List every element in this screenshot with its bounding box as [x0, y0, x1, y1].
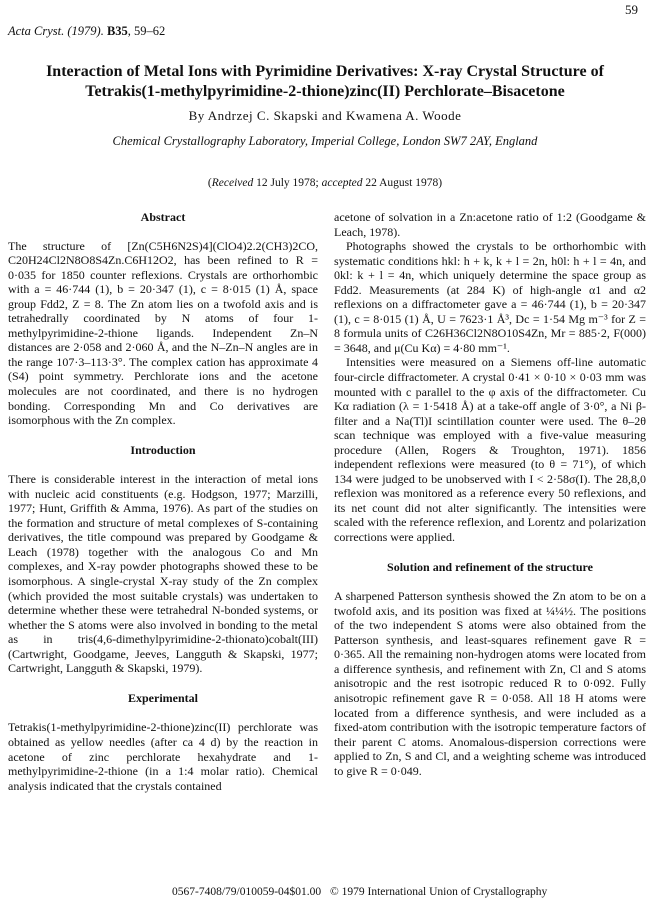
experimental-para-2: Photographs showed the crystals to be orthorhombic with systematic conditions hkl: h + k, k + l = 2n, h0l: h + l = 4n, and 0kl: k + l = 4n, which uniquely determine the space group as Fdd2. Measurements (at 284 K) of high-angle α1 and α2 reflexions on a diffractometer gave a = 46·744 (1), b = 20·347 (1), c = 8·015 (1) Å, U = 7623·1 Å³, Dc = 1·54 Mg m⁻³ for Z = 8 formula units of C26H36Cl2N8O10S4Zn, Mr = 885·2, F(000) = 3648, and μ(Cu Kα) = 4·80 mm⁻¹.	[334, 239, 646, 355]
journal-name: Acta Cryst.	[8, 24, 65, 38]
title-line-2: Tetrakis(1-methylpyrimidine-2-thione)zinc(II) Perchlorate–Bisacetone	[85, 83, 565, 100]
citation-volume: B35	[106, 24, 128, 38]
received-dates	[0, 177, 650, 189]
article-title	[10, 62, 640, 102]
abstract-heading: Abstract	[140, 210, 186, 224]
introduction-heading: Introduction	[130, 442, 196, 457]
right-column	[334, 210, 646, 778]
copyright: © 1979 International Union of Crystallography	[330, 886, 548, 898]
citation-year: (1979).	[67, 24, 104, 38]
introduction-text: There is considerable interest in the interaction of metal ions with nucleic acid constituents (e.g. Hodgson, 1977; Marzilli, 1977; Hunt, Griffith & Amma, 1976). As part of the studies on the formation and structure of metal complexes of S-containing derivatives, the title compound was prepared by Goodgame & Leach (1978) together with the analogous Co and Mn complexes, and X-ray powder photographs showed these to be isomorphous. A single-crystal X-ray study of the Zn complex (which provided the most suitable crystals) was undertaken to determine whether these were tetrahedral N-bonded systems, or whether the S atoms were also involved in bonding to the metal as in tris(4,6-dimethylpyrimidine-2-thionato)cobalt(III) (Cartwright, Goodgame, Jeeves, Langguth & Skapski, 1977; Cartwright, Langguth & Skapski, 1979).	[8, 472, 318, 676]
citation-pages: , 59–62	[127, 24, 166, 38]
experimental-heading: Experimental	[128, 690, 198, 705]
experimental-continued: acetone of solvation in a Zn:acetone ratio of 1:2 (Goodgame & Leach, 1978).	[334, 210, 646, 239]
experimental-para-3: Intensities were measured on a Siemens off-line automatic four-circle diffractometer. A crystal 0·41 × 0·10 × 0·03 mm was mounted with c parallel to the φ axis of the diffractometer. Cu Kα radiation (λ = 1·5418 Å) at a take-off angle of 3·0°, a Ni β-filter and a Na(Tl)I scintillation counter were used. The θ–2θ scan technique was employed with a five-value measuring procedure (Allen, Rogers & Troughton, 1971). 1856 independent reflexions were measured (to θ = 71°), of which 134 were judged to be unobserved with I < 2·58σ(I). The 28,8,0 reflexion was monitored as a reference every 50 reflexions, and its net count did not alter significantly. The intensities were scaled with the reference reflexion, and Lorentz and polarization corrections were applied.	[334, 355, 646, 545]
received-open: (	[207, 177, 212, 189]
left-column	[8, 210, 318, 793]
article-code: 0567-7408/79/010059-04$01.00	[172, 886, 322, 898]
abstract-text: The structure of [Zn(C5H6N2S)4](ClO4)2.2(CH3)2CO, C20H24Cl2N8O8S4Zn.C6H12O2, has been refined to R = 0·035 for 1850 counter reflexions. Crystals are orthorhombic with a = 46·744 (1), b = 20·347 (1), c = 8·015 (1) Å, space group Fdd2, Z = 8. The Zn atom lies on a twofold axis and is tetrahedrally coordinated by N atoms of four 1-methylpyrimidine-2-thione ligands. Independent Zn–N distances are 2·058 and 2·060 Å, and the N–Zn–N angles are in the range 107·3–113·3°. The complex cation has approximate 4 (S4) point symmetry. Perchlorate ions and the acetone molecules are not coordinated, and there is no hydrogen bonding. Corresponding Mn and Co derivatives are isomorphous with the Zn complex.	[8, 238, 318, 428]
accepted-date: 22 August 1978)	[365, 177, 443, 189]
journal-citation	[8, 24, 165, 39]
title-line-1: Interaction of Metal Ions with Pyrimidine Derivatives: X-ray Crystal Structure of	[46, 63, 604, 80]
page-number: 59	[625, 2, 638, 17]
solution-heading: Solution and refinement of the structure	[387, 559, 593, 574]
accepted-label: accepted	[321, 177, 363, 189]
received-label: Received	[211, 177, 254, 189]
authors: By Andrzej C. Skapski and Kwamena A. Woode	[188, 108, 462, 123]
solution-text: A sharpened Patterson synthesis showed the Zn atom to be on a twofold axis, and its position was fixed at ¼¼½. The positions of the two independent S atoms were also obtained from the Patterson synthesis, and least-squares refinement gave R = 0·365. All the remaining non-hydrogen atoms were located from a difference synthesis, and refinement with Zn, Cl and S atoms anisotropic and the rest isotropic reduced R to 0·092. Fully anisotropic refinement gave R = 0·058. All 18 H atoms were located from a difference synthesis, and were included as a fixed-atom contribution with the isotropic temperature factors of their parent C atoms. Anomalous-dispersion corrections were applied to Zn, S and Cl, and a weighting scheme was introduced to give R = 0·049.	[334, 589, 646, 778]
received-date: 12 July 1978;	[256, 177, 319, 189]
experimental-text: Tetrakis(1-methylpyrimidine-2-thione)zinc(II) perchlorate was obtained as yellow needles (after ca 4 d) by the reaction in acetone of zinc perchlorate hexahydrate and 1-methylpyrimidine-2-thione (in a 1:4 molar ratio). Chemical analysis indicated that the crystals contained	[8, 720, 318, 793]
affiliation: Chemical Crystallography Laboratory, Imperial College, London SW7 2AY, England	[112, 134, 538, 148]
